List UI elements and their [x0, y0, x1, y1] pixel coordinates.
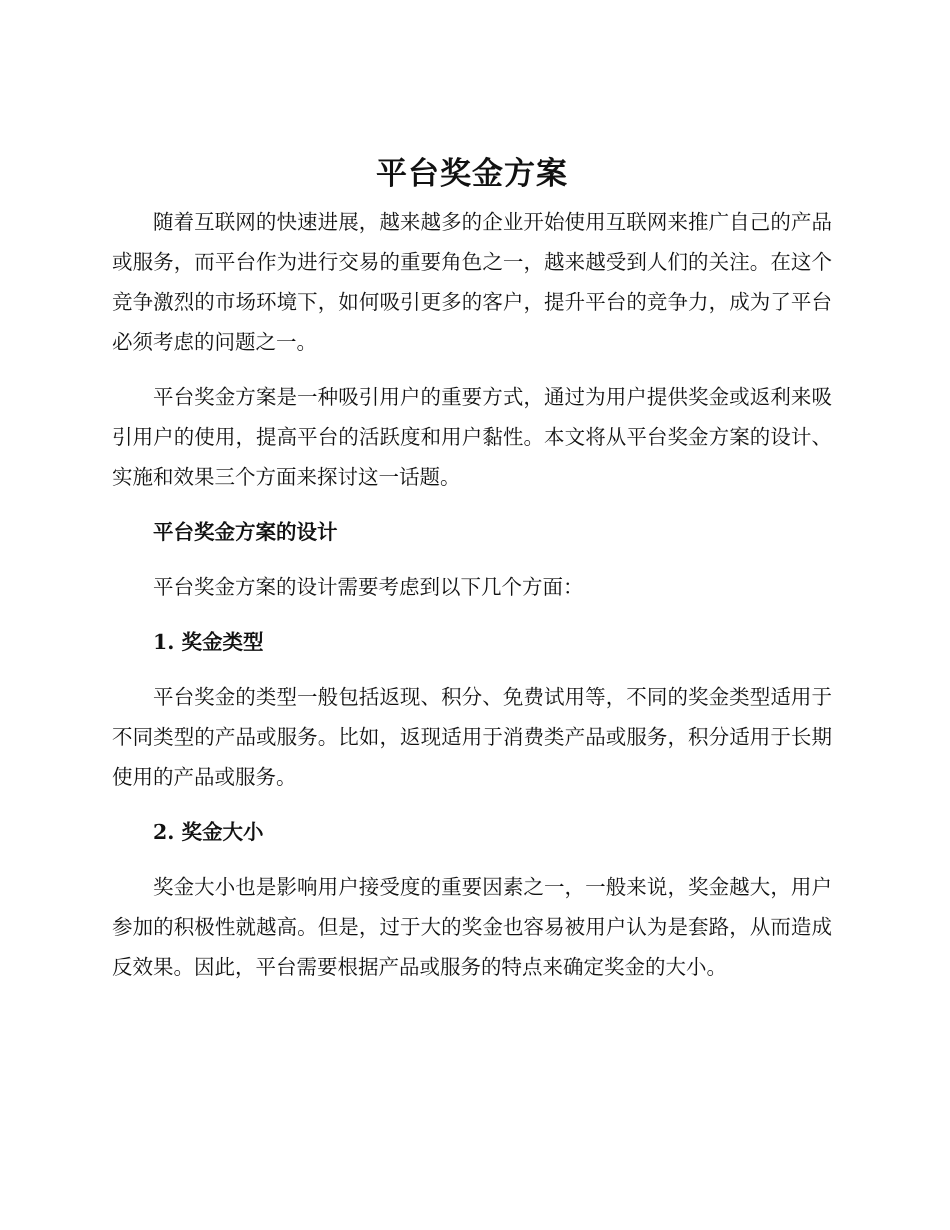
subsection-heading-bonus-size: 2. 奖金大小	[153, 820, 264, 844]
section-heading-design: 平台奖金方案的设计	[153, 520, 338, 544]
subsection-heading-bonus-type: 1. 奖金类型	[153, 630, 264, 654]
subsection-text-bonus-type: 平台奖金的类型一般包括返现、积分、免费试用等，不同的奖金类型适用于不同类型的产品或服务。比如，返现适用于消费类产品或服务，积分适用于长期使用的产品或服务。	[112, 685, 832, 789]
intro-paragraph-2: 平台奖金方案是一种吸引用户的重要方式，通过为用户提供奖金或返利来吸引用户的使用，提高平台的活跃度和用户黏性。本文将从平台奖金方案的设计、实施和效果三个方面来探讨这一话题。	[112, 385, 832, 489]
document-title: 平台奖金方案	[376, 156, 568, 192]
document-page	[112, 148, 832, 1002]
intro-paragraph-1: 随着互联网的快速进展，越来越多的企业开始使用互联网来推广自己的产品或服务，而平台作为进行交易的重要角色之一，越来越受到人们的关注。在这个竞争激烈的市场环境下，如何吸引更多的客户，提升平台的竞争力，成为了平台必须考虑的问题之一。	[112, 210, 832, 354]
section-intro: 平台奖金方案的设计需要考虑到以下几个方面：	[153, 575, 584, 599]
subsection-text-bonus-size: 奖金大小也是影响用户接受度的重要因素之一，一般来说，奖金越大，用户参加的积极性就越高。但是，过于大的奖金也容易被用户认为是套路，从而造成反效果。因此，平台需要根据产品或服务的特点来确定奖金的大小。	[112, 875, 832, 979]
